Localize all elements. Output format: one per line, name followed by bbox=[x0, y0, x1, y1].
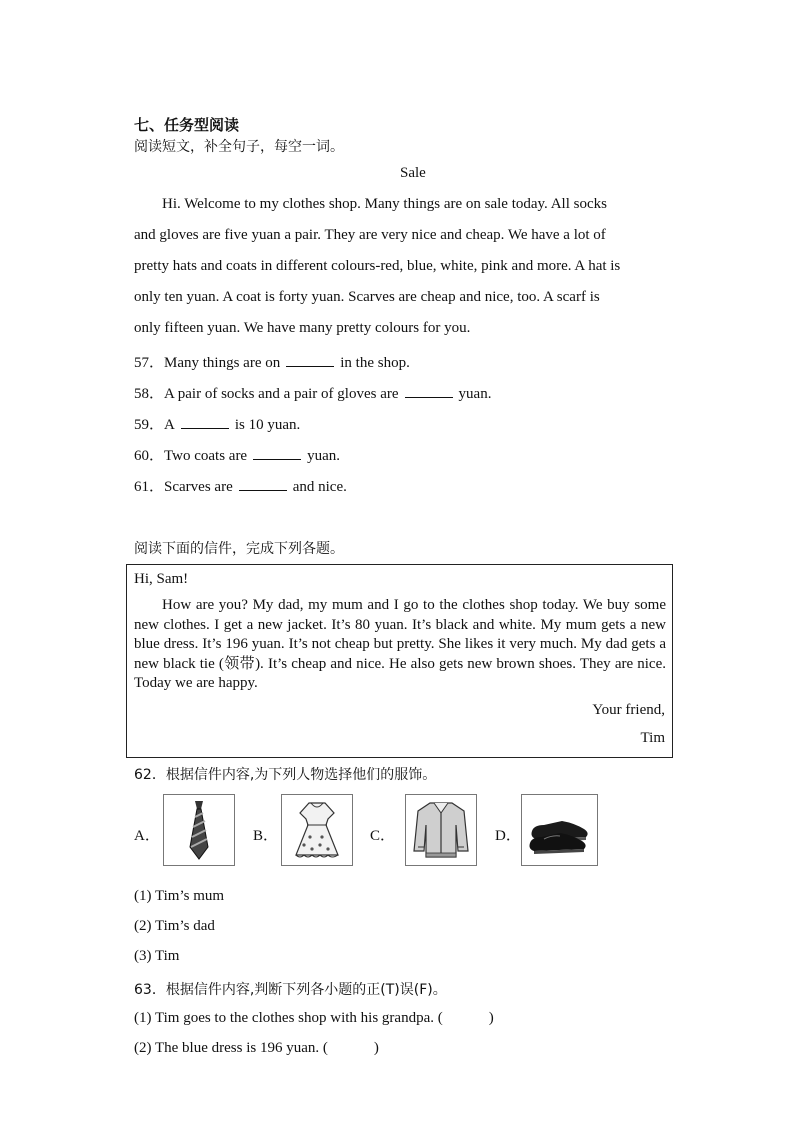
q63-item-2: (2) The blue dress is 196 yuan. ( ) bbox=[134, 1040, 379, 1056]
answer-blank[interactable] bbox=[239, 489, 287, 491]
option-c-picture[interactable] bbox=[405, 794, 477, 866]
section-instruction: 阅读短文，补全句子，每空一词。 bbox=[134, 139, 344, 155]
passage-line: Hi. Welcome to my clothes shop. Many things are on sale today. All socks bbox=[162, 196, 607, 212]
option-d-picture[interactable] bbox=[521, 794, 598, 866]
letter-closing: Your friend, bbox=[592, 702, 665, 718]
tie-icon bbox=[164, 795, 234, 865]
passage-line: pretty hats and coats in different colours-red, blue, white, pink and more. A hat is bbox=[134, 258, 621, 274]
option-b-picture[interactable] bbox=[281, 794, 353, 866]
passage-line: only fifteen yuan. We have many pretty colours for you. bbox=[134, 320, 471, 336]
jacket-icon bbox=[406, 795, 476, 865]
answer-blank[interactable] bbox=[405, 396, 453, 398]
question-57: 57．Many things are on in the shop. bbox=[134, 355, 410, 371]
q62-prompt: 62．根据信件内容,为下列人物选择他们的服饰。 bbox=[134, 767, 437, 783]
question-61: 61．Scarves are and nice. bbox=[134, 479, 347, 495]
passage-line: only ten yuan. A coat is forty yuan. Scarves are cheap and nice, too. A scarf is bbox=[134, 289, 600, 305]
passage-line: and gloves are five yuan a pair. They are very nice and cheap. We have a lot of bbox=[134, 227, 606, 243]
shoes-icon bbox=[522, 795, 597, 865]
answer-blank[interactable] bbox=[181, 427, 229, 429]
letter-body: How are you? My dad, my mum and I go to the clothes shop today. We buy some new clothes. I get a new jacket. It’s 80 yuan. It’s black and white. My mum gets a new blue dress. It’s 196 yuan. It’s not cheap but pretty. She likes it very much. My dad gets a new black tie (领带). It’s cheap and nice. He also gets new brown shoes. They are nice. Today we are happy. bbox=[134, 597, 666, 691]
letter-instruction: 阅读下面的信件，完成下列各题。 bbox=[134, 541, 344, 557]
option-c-label: C． bbox=[370, 828, 396, 844]
option-b-label: B． bbox=[253, 828, 279, 844]
q63-prompt: 63．根据信件内容,判断下列各小题的正(T)误(F)。 bbox=[134, 982, 447, 998]
dress-icon bbox=[282, 795, 352, 865]
letter-greeting: Hi, Sam! bbox=[134, 571, 189, 587]
answer-blank[interactable] bbox=[286, 365, 334, 367]
q62-item: (1) Tim’s mum bbox=[134, 888, 225, 904]
question-58: 58．A pair of socks and a pair of gloves are yuan. bbox=[134, 386, 492, 402]
question-60: 60．Two coats are yuan. bbox=[134, 448, 341, 464]
q63-item-1: (1) Tim goes to the clothes shop with his grandpa. ( ) bbox=[134, 1010, 494, 1026]
letter-signature: Tim bbox=[640, 730, 665, 746]
option-a-picture[interactable] bbox=[163, 794, 235, 866]
option-a-label: A． bbox=[134, 828, 160, 844]
section-title: 七、任务型阅读 bbox=[134, 116, 240, 134]
q62-item: (3) Tim bbox=[134, 948, 180, 964]
passage-title: Sale bbox=[400, 165, 426, 181]
q62-item: (2) Tim’s dad bbox=[134, 918, 215, 934]
question-59: 59．A is 10 yuan. bbox=[134, 417, 301, 433]
option-d-label: D． bbox=[495, 828, 521, 844]
answer-blank[interactable] bbox=[253, 458, 301, 460]
